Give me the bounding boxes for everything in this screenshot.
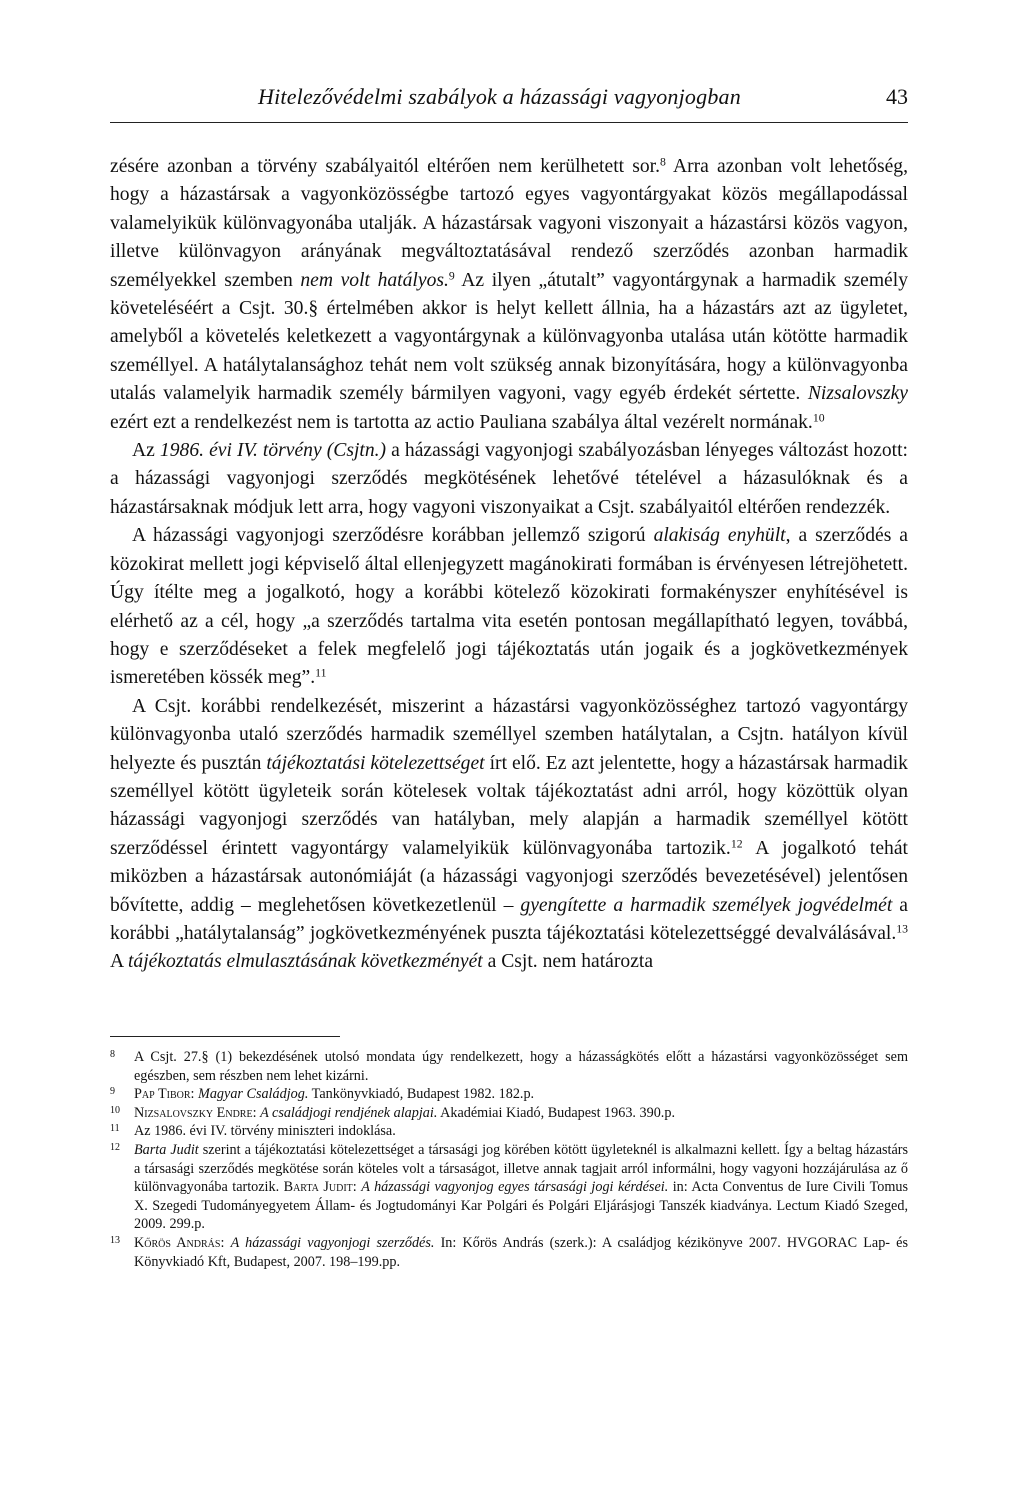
text-run: Arra azonban volt lehetőség, hogy a házastársak a vagyonközösségbe tartozó egyes vagyontárgyakat közös megállapodással valamelyikük különvagyonába utalják. A házastársak vagyoni viszonyait a házastársi közös vagyon, illetve különvagyon arányának megváltoztatásával rendező szerződés azonban harmadik személyekkel szemben <box>110 156 909 291</box>
header-rule <box>110 122 908 123</box>
text-run: a korábbi „hatálytalanság” jogkövetkezményének puszta tájékoztatási kötelezettséggé devalválásával. <box>110 894 908 944</box>
page-number: 43 <box>886 84 908 109</box>
text-run: , a szerződés a közokirat mellett jogi képviselő által ellenjegyzett magánokirati formában is érvényesen létrejöhetett. Úgy ítélte meg a jogalkotó, hogy a korábbi kötelező közokirati formakényszer enyhítésével is elérhető az a cél, hogy „a szerződés tartalma vita esetén pontosan megállapítható legyen, továbbá, hogy e szerződéseket a felek megfelelő jogi tájékoztatás után jogaik és a jogkövetkezmények ismeretében kössék meg”. <box>110 525 908 689</box>
footnote-11 <box>110 1122 908 1141</box>
footnotes <box>110 1048 908 1271</box>
text-run: Az ilyen „átutalt” vagyontárgynak a harmadik személy követeléséért a Csjt. 30.§ értelmében akkor is helyt kellett állnia, ha a házastárs azt az ügyletet, amelyből a követelés keletkezett a vagyontárgynak a különvagyonba utalása után kötötte harmadik személlyel. A hatálytalansághoz tehát nem volt szükség annak bizonyítására, hogy a különvagyonba utalás valamelyik harmadik személy bármilyen vagyoni, vagy egyéb érdekét sértette. <box>110 269 908 405</box>
footnote-text: in: Acta Conventus de Iure Civili Tomus X. Szegedi Tudományegyetem Állam- és Jogtudományi Kar Polgári és Polgári Eljárásjogi Tanszék kiadványa. Lectum Kiadó Szeged, 2009. 299.p. <box>134 1179 908 1233</box>
text-run: zésére azonban a törvény szabályaitól eltérően nem kerülhetett sor. <box>110 156 661 177</box>
work-title: A házassági vagyonjogi szerződés. <box>230 1234 435 1251</box>
footnote-text: szerint a tájékoztatási kötelezettséget a társasági jog körében kötött ügyleteknél is alkalmazni kellett. Így a beltag házastárs a társasági szerződés megkötése során köteles volt a társaságot, illetve annak tagjait arról informálni, hogy vagyoni hozzájárulása az ő különvagyonába tartozik. <box>134 1141 908 1196</box>
text-run: A <box>110 951 128 973</box>
footnote-12 <box>110 1141 908 1234</box>
paragraph <box>110 522 908 692</box>
author: Kőrös András: <box>134 1234 225 1251</box>
body-text <box>110 153 908 977</box>
author: Pap Tibor: <box>134 1086 195 1103</box>
text-run: Az <box>132 440 160 462</box>
paragraph <box>110 437 908 522</box>
footnote-ref: 8 <box>660 155 666 169</box>
paragraph <box>110 153 908 437</box>
footnote-text: A Csjt. 27.§ (1) bekezdésének utolsó mondata úgy rendelkezett, hogy a házasságkötés előtt a házastársi vagyonközösséget sem egészben, sem részben nem lehet kizárni. <box>134 1049 908 1084</box>
footnote-number: 9 <box>110 1086 115 1098</box>
footnote-text: In: Kőrös András (szerk.): A családjog kézikönyve 2007. HVGORAC Lap- és Könyvkiadó Kft, Budapest, 2007. 198–199.pp. <box>134 1234 908 1270</box>
footnote-10 <box>110 1104 908 1123</box>
text-run: A jogalkotó tehát miközben a házastársak autonómiáját (a házassági vagyonjogi szerződés bevezetésével) jelentősen bővítette, addig – meglehetősen következetlenül – <box>110 837 908 916</box>
footnote-13 <box>110 1234 908 1271</box>
footnote-ref: 12 <box>730 837 743 851</box>
text-run: írt elő. Ez azt jelentette, hogy a házastársak harmadik személlyel kötött ügyleteik során kötelesek voltak tájékoztatást adni arról, hogy közöttük olyan házassági vagyonjogi szerződés van hatályban, mely alapján a harmadik személlyel kötött szerződéssel érintett vagyontárgy valamelyikük különvagyonába tartozik. <box>110 752 908 859</box>
footnote-number: 8 <box>110 1049 115 1060</box>
footnote-8 <box>110 1048 908 1085</box>
page-header <box>110 84 908 118</box>
footnote-number: 11 <box>110 1123 120 1135</box>
footnote-ref: 13 <box>896 922 908 936</box>
work-title: Magyar Családjog. <box>198 1086 309 1103</box>
emphasis: tájékoztatási kötelezettséget <box>266 752 485 774</box>
footnote-ref: 9 <box>448 269 455 283</box>
emphasis: Nizsalovszky <box>807 383 908 405</box>
running-title: Hitelezővédelmi szabályok a házassági vagyonjogban <box>258 84 741 109</box>
author-name: Barta Judit <box>134 1141 199 1158</box>
footnote-number: 13 <box>110 1234 120 1246</box>
emphasis: 1986. évi IV. törvény (Csjtn.) <box>159 440 387 462</box>
footnote-ref: 11 <box>315 666 327 680</box>
author: Nizsalovszky Endre: <box>134 1104 257 1121</box>
work-title: A családjogi rendjének alapjai. <box>260 1104 438 1121</box>
footnote-ref: 10 <box>812 411 825 425</box>
footnote-number: 10 <box>110 1104 120 1116</box>
footnote-text: Az 1986. évi IV. törvény miniszteri indoklása. <box>134 1123 396 1140</box>
text-run: ezért ezt a rendelkezést nem is tartotta az actio Pauliana szabálya által vezérelt normának. <box>110 411 813 433</box>
work-title: A házassági vagyonjog egyes társasági jogi kérdései. <box>361 1179 669 1196</box>
text-run: a Csjt. nem határozta <box>482 951 654 973</box>
paragraph <box>110 693 908 977</box>
footnote-9 <box>110 1085 908 1104</box>
text-run: A Csjt. korábbi rendelkezését, miszerint a házastársi vagyonközösséghez tartozó vagyontárgy különvagyonba utaló szerződés harmadik személlyel szemben hatálytalan, a Csjtn. hatályon kívül helyezte és pusztán <box>110 695 908 774</box>
footnote-text: Tankönyvkiadó, Budapest 1982. 182.p. <box>308 1086 535 1103</box>
text-run: A házassági vagyonjogi szerződésre korábban jellemző szigorú <box>132 525 654 547</box>
author: Barta Judit: <box>283 1179 357 1196</box>
text-run: a házassági vagyonjogi szabályozásban lényeges változást hozott: a házassági vagyonjogi szerződés megkötésének lehetővé tételével a házasulóknak és a házastársaknak módjuk lett arra, hogy vagyoni viszonyaikat a Csjt. szabályaitól eltérően rendezzék. <box>110 440 908 518</box>
footnote-separator <box>110 1036 340 1037</box>
emphasis: alakiság enyhült <box>653 525 786 547</box>
footnote-number: 12 <box>110 1141 120 1153</box>
emphasis: gyengítette a harmadik személyek jogvédelmét <box>520 894 893 916</box>
footnote-text: Akadémiai Kiadó, Budapest 1963. 390.p. <box>437 1104 675 1121</box>
emphasis: nem volt hatályos. <box>300 269 449 291</box>
emphasis: tájékoztatás elmulasztásának következményét <box>127 951 483 973</box>
